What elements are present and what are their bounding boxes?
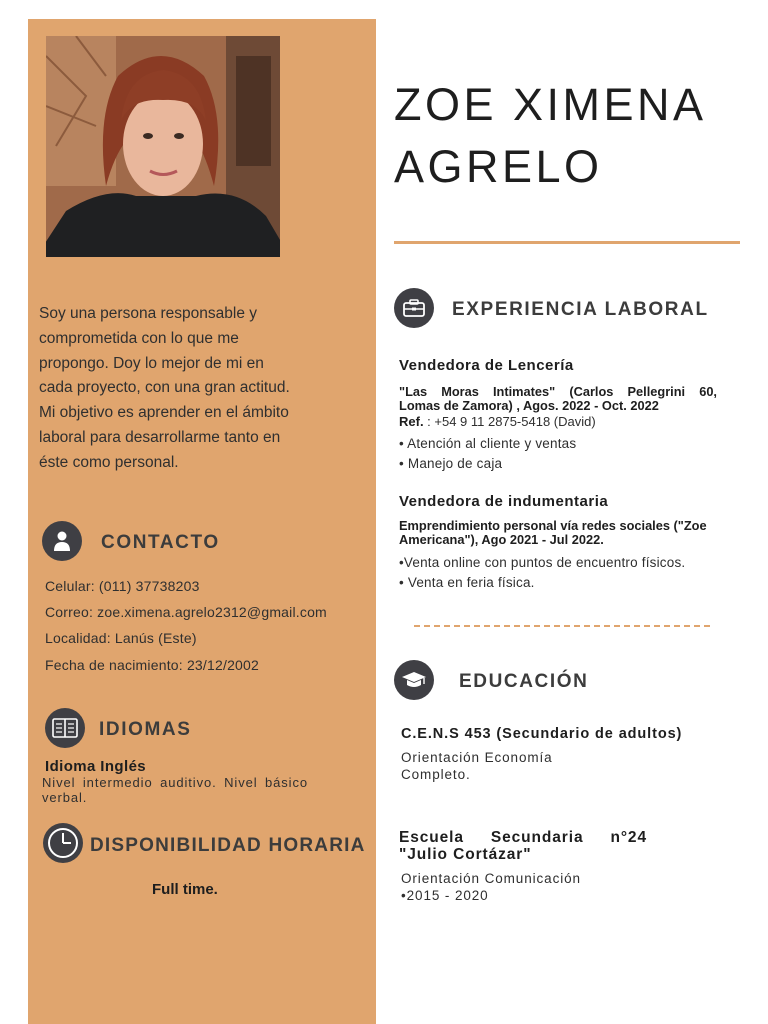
- contact-phone: Celular: (011) 37738203: [45, 578, 200, 594]
- page-title: [394, 74, 707, 198]
- job-place-line: "Las Moras Intimates" (Carlos Pellegrini 60,: [399, 384, 717, 399]
- about-line: comprometida con lo que me: [39, 329, 239, 347]
- about-line: cada proyecto, con una gran actitud.: [39, 379, 290, 397]
- language-desc-line: verbal.: [42, 790, 88, 805]
- school-title-word: Secundaria: [490, 829, 584, 846]
- language-description: [42, 775, 308, 805]
- briefcase-icon: [394, 288, 434, 328]
- job-bullet: • Venta en feria física.: [399, 575, 535, 590]
- contact-email: Correo: zoe.ximena.agrelo2312@gmail.com: [45, 604, 327, 620]
- reference-label: Ref.: [399, 414, 424, 429]
- job-place-line: Emprendimiento personal vía redes sociales ("Zoe: [399, 518, 707, 533]
- clock-icon: [43, 823, 83, 863]
- graduation-cap-icon: [394, 660, 434, 700]
- availability-title: DISPONIBILIDAD HORARIA: [90, 835, 366, 856]
- job-reference: [399, 414, 596, 429]
- school-title-word: Escuela: [399, 829, 464, 846]
- about-line: laboral para desarrollarme tanto en: [39, 428, 281, 446]
- job-place: [399, 385, 717, 413]
- book-icon: [45, 708, 85, 748]
- education-title: EDUCACIÓN: [459, 671, 589, 692]
- language-name: Idioma Inglés: [45, 758, 147, 775]
- reference-value: : +54 9 11 2875-5418 (David): [423, 414, 596, 429]
- name-line-2: AGRELO: [394, 141, 603, 192]
- about-line: Mi objetivo es aprender en el ámbito: [39, 404, 289, 422]
- profile-photo: [46, 36, 280, 257]
- about-line: éste como personal.: [39, 453, 179, 471]
- job-title: Vendedora de indumentaria: [399, 493, 609, 510]
- about-text: [39, 302, 329, 476]
- school-title: C.E.N.S 453 (Secundario de adultos): [401, 726, 683, 742]
- job-bullet: • Manejo de caja: [399, 456, 503, 471]
- school-title-line: [399, 829, 647, 846]
- language-desc-line: Nivel intermedio auditivo. Nivel básico: [42, 775, 308, 790]
- job-place-line: Lomas de Zamora) , Agos. 2022 - Oct. 2022: [399, 398, 659, 413]
- contact-birthdate: Fecha de nacimiento: 23/12/2002: [45, 657, 260, 673]
- school-detail: Completo.: [401, 767, 471, 782]
- school-detail: Orientación Comunicación: [401, 871, 581, 886]
- section-divider: [414, 625, 710, 627]
- person-icon: [42, 521, 82, 561]
- title-divider: [394, 241, 740, 244]
- job-bullet: • Atención al cliente y ventas: [399, 436, 577, 451]
- about-line: Soy una persona responsable y: [39, 305, 258, 322]
- school-detail: •2015 - 2020: [401, 888, 489, 903]
- job-bullet: •Venta online con puntos de encuentro físicos.: [399, 555, 686, 570]
- availability-value: Full time.: [152, 881, 218, 898]
- about-line: propongo. Doy lo mejor de mi en: [39, 354, 264, 372]
- job-place: [399, 519, 739, 547]
- school-title-line: "Julio Cortázar": [399, 846, 532, 863]
- name-line-1: ZOE XIMENA: [394, 79, 707, 130]
- school-title: [399, 829, 647, 863]
- job-title: Vendedora de Lencería: [399, 357, 574, 374]
- languages-title: IDIOMAS: [99, 719, 192, 740]
- contact-title: CONTACTO: [101, 532, 220, 553]
- school-detail: Orientación Economía: [401, 750, 553, 765]
- experience-title: EXPERIENCIA LABORAL: [452, 299, 709, 320]
- job-place-line: Americana"), Ago 2021 - Jul 2022.: [399, 532, 604, 547]
- school-title-word: n°24: [610, 829, 647, 846]
- contact-location: Localidad: Lanús (Este): [45, 630, 197, 646]
